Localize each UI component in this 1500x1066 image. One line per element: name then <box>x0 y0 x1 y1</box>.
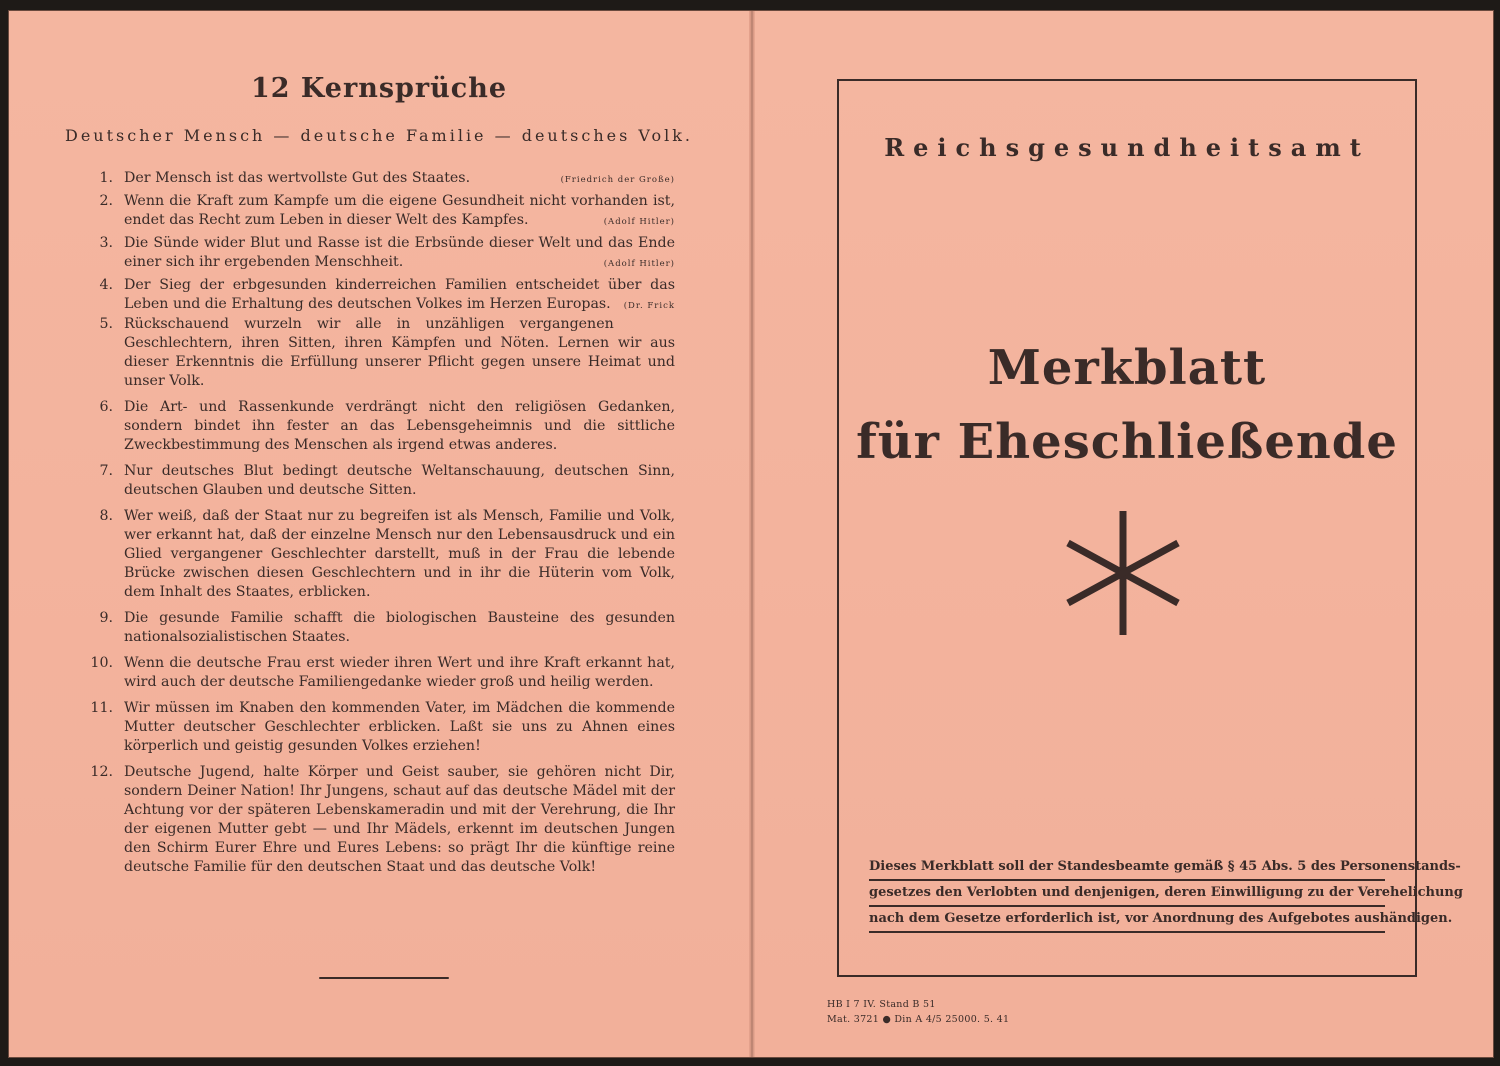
saying-number: 8. <box>99 508 113 524</box>
title-frame <box>837 79 1463 977</box>
saying-text: Der Sieg der erbgesunden kinderreichen Familien entscheidet über das Leben und die Erhaltung des deutschen Volkes im Herzen Europas. <box>124 277 675 312</box>
saying-text-block <box>124 763 675 877</box>
saying-item <box>87 276 675 314</box>
saying-text: Die gesunde Familie schafft die biologischen Bausteine des gesunden nationalsozialistischen Staates. <box>124 610 675 645</box>
document-sheet <box>8 10 1494 1058</box>
saying-number: 6. <box>99 399 113 415</box>
saying-text-block <box>124 699 675 756</box>
saying-item <box>87 462 675 500</box>
legal-notice-line: nach dem Gesetze erforderlich ist, vor Anordnung des Aufgebotes aushändigen. <box>869 907 1385 933</box>
saying-source: (Adolf Hitler) <box>603 259 675 269</box>
left-page <box>9 11 749 1057</box>
saying-text: Die Sünde wider Blut und Rasse ist die Erbsünde dieser Welt und das Ende einer sich ihr ergebenden Menschheit. <box>124 235 675 270</box>
saying-number: 12. <box>90 764 113 780</box>
left-page-subtitle: Deutscher Mensch — deutsche Familie — deutsches Volk. <box>64 126 693 145</box>
saying-item <box>87 507 675 602</box>
saying-text: Der Mensch ist das wertvollste Gut des Staates. <box>124 170 471 186</box>
saying-text: Deutsche Jugend, halte Körper und Geist sauber, sie gehören nicht Dir, sondern Deiner Nation! Ihr Jungens, schaut auf das deutsche Mädel mit der Achtung vor der späteren Lebenskameradin und mit der Verehrung, die Ihr der eigenen Mutter gebt — und Ihr Mädels, erkennt im deutschen Jungen den Schirm Eurer Ehre und Eures Lebens: so prägt Ihr die künftige reine deutsche Familie für den deutschen Staat und das deutsche Volk! <box>124 764 675 875</box>
saying-text-block <box>124 169 675 188</box>
saying-item <box>87 609 675 647</box>
main-title <box>839 331 1415 479</box>
saying-text: Wer weiß, daß der Staat nur zu begreifen ist als Mensch, Familie und Volk, wer erkannt hat, daß der einzelne Mensch nur den Lebensausdruck und ein Glied vergangener Geschlechter darstellt, muß in der Frau die lebende Brücke zwischen diesen Geschlechtern und in ihr die Hüterin vom Volk, dem Inhalt des Staates, erblicken. <box>124 508 675 600</box>
saying-text-block <box>124 462 675 500</box>
saying-item <box>87 398 675 455</box>
saying-text: Wir müssen im Knaben den kommenden Vater, im Mädchen die kommende Mutter deutscher Geschlechter erblicken. Laßt sie uns zu Ahnen eines körperlich und geistig gesunden Volkes erziehen! <box>124 700 675 754</box>
right-page <box>755 11 1495 1057</box>
saying-text-block <box>124 315 675 391</box>
saying-text-block <box>124 507 675 602</box>
saying-number: 4. <box>99 277 113 293</box>
saying-number: 5. <box>99 316 113 332</box>
saying-item <box>87 169 675 188</box>
main-title-line-1: Merkblatt <box>987 340 1267 396</box>
issuing-authority: Reichsgesundheitsamt <box>884 133 1370 162</box>
saying-text: Die Art- und Rassenkunde verdrängt nicht den religiösen Gedanken, sondern bindet ihn fester an das Lebensgeheimnis und die sittliche Zweckbestimmung des Menschen als irgend etwas anderes. <box>124 399 675 453</box>
legal-notice-line: Dieses Merkblatt soll der Standesbeamte gemäß § 45 Abs. 5 des Personenstands- <box>869 855 1385 881</box>
saying-item <box>87 763 675 877</box>
saying-item <box>87 699 675 756</box>
saying-number: 2. <box>99 193 113 209</box>
saying-text-block <box>124 192 675 230</box>
saying-item <box>87 654 675 692</box>
saying-source: (Adolf Hitler) <box>603 217 675 227</box>
asterisk-icon <box>1064 511 1182 635</box>
saying-source: (Dr. Frick <box>623 301 675 311</box>
closing-rule <box>319 977 449 979</box>
saying-number: 1. <box>99 170 113 186</box>
saying-number: 11. <box>90 700 113 716</box>
saying-text-block <box>124 234 675 272</box>
main-title-line-2: für Eheschließende <box>856 414 1398 470</box>
left-page-title: 12 Kernsprüche <box>250 73 508 104</box>
saying-item <box>87 315 675 391</box>
saying-text: Nur deutsches Blut bedingt deutsche Weltanschauung, deutschen Sinn, deutschen Glauben und deutsche Sitten. <box>124 463 675 498</box>
saying-text: Rückschauend wurzeln wir alle in unzähligen vergangenen Geschlechtern, ihren Sitten, ihren Kämpfen und Nöten. Lernen wir aus dieser Erkenntnis die Erfüllung unserer Pflicht gegen unsere Heimat und unser Volk. <box>124 316 675 389</box>
saying-item <box>87 192 675 230</box>
printer-imprint <box>827 997 1009 1027</box>
saying-text: Wenn die Kraft zum Kampfe um die eigene Gesundheit nicht vorhanden ist, endet das Recht zum Leben in dieser Welt des Kampfes. <box>124 193 675 228</box>
saying-number: 3. <box>99 235 113 251</box>
sayings-list <box>87 169 675 877</box>
saying-text-block <box>124 276 675 314</box>
saying-text-block <box>124 609 675 647</box>
saying-number: 9. <box>99 610 113 626</box>
legal-notice-line: gesetzes den Verlobten und denjenigen, deren Einwilligung zu der Verehelichung <box>869 881 1385 907</box>
saying-text-block <box>124 398 675 455</box>
saying-number: 10. <box>90 655 113 671</box>
printer-imprint-line-2: Mat. 3721 ● Din A 4/5 25000. 5. 41 <box>827 1014 1010 1025</box>
legal-notice <box>869 855 1463 933</box>
printer-imprint-line-1: HB I 7 IV. Stand B 51 <box>827 999 936 1010</box>
saying-item <box>87 234 675 272</box>
saying-number: 7. <box>99 463 113 479</box>
saying-source: (Friedrich der Große) <box>560 175 675 185</box>
saying-text: Wenn die deutsche Frau erst wieder ihren Wert und ihre Kraft erkannt hat, wird auch der deutsche Familiengedanke wieder groß und heilig werden. <box>124 655 675 690</box>
saying-text-block <box>124 654 675 692</box>
